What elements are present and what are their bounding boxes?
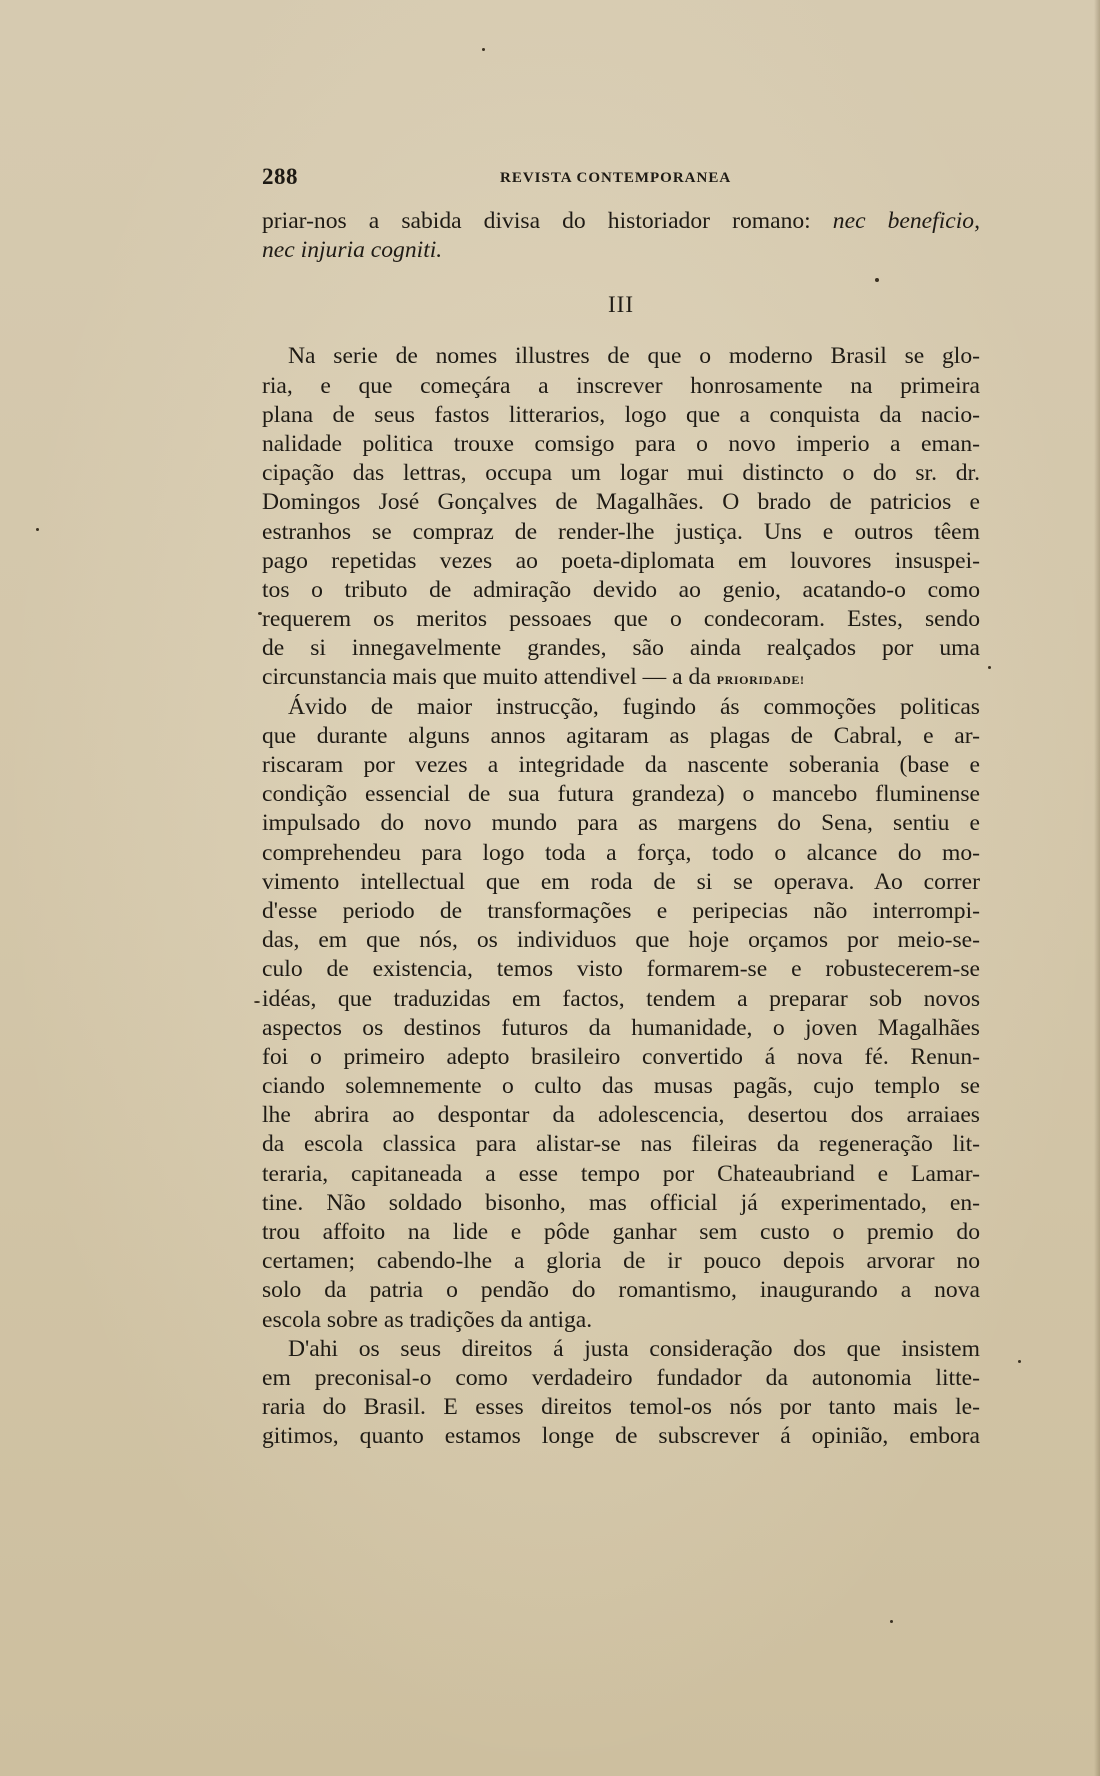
text-line: comprehendeu para logo toda a força, todo o alcance do mo-	[262, 839, 980, 866]
paper-speck	[482, 48, 485, 51]
page-edge-shadow	[1094, 0, 1100, 1776]
text-line: gitimos, quanto estamos longe de subscrever á opinião, embora	[262, 1423, 980, 1450]
paper-speck	[36, 528, 39, 531]
latin-quote: nec beneficio,	[832, 208, 980, 234]
paragraph-2	[262, 693, 980, 1335]
text-line	[262, 207, 980, 236]
text-line: em preconisal-o como verdadeiro fundador da autonomia litte-	[262, 1364, 980, 1391]
text-line: nalidade politica trouxe comsigo para o novo imperio a eman-	[262, 430, 980, 457]
paper-speck	[254, 1001, 260, 1003]
text-line: teraria, capitaneada a esse tempo por Chateaubriand e Lamar-	[262, 1160, 980, 1187]
text-line: vimento intellectual que em roda de si se operava. Ao correr	[262, 868, 980, 895]
paper-speck	[1018, 1360, 1021, 1363]
text-line: Ávido de maior instrucção, fugindo ás commoções politicas	[288, 693, 980, 720]
page-number: 288	[262, 164, 298, 189]
text-line: raria do Brasil. E esses direitos temol-os nós por tanto mais le-	[262, 1394, 980, 1421]
paragraph-3	[262, 1335, 980, 1452]
paper-speck	[988, 666, 991, 669]
paper-speck	[875, 278, 879, 282]
body-text	[262, 207, 980, 1452]
smallcaps-emphasis: PRIORIDADE!	[716, 673, 805, 688]
running-head	[262, 164, 980, 194]
text-line: escola sobre as tradições da antiga.	[262, 1306, 593, 1333]
text-line: d'esse periodo de transformações e peripecias não interrompi-	[262, 897, 980, 924]
text-line: trou affoito na lide e pôde ganhar sem custo o premio do	[262, 1219, 980, 1245]
text-line	[262, 663, 980, 692]
text-line: riscaram por vezes a integridade da nascente soberania (base e	[262, 752, 980, 778]
text-line: tos o tributo de admiração devido ao genio, acatando-o como	[262, 576, 980, 603]
text-line: de si innegavelmente grandes, são ainda realçados por uma	[262, 635, 980, 662]
text-line: idéas, que traduzidas em factos, tendem a preparar sob novos	[262, 985, 980, 1012]
text-line-body: circunstancia mais que muito attendivel — a da	[262, 664, 717, 691]
text-line: requerem os meritos pessoaes que o condecoram. Estes, sendo	[262, 606, 980, 633]
text-line: cipação das lettras, occupa um logar mui distincto o do sr. dr.	[262, 460, 980, 487]
journal-title: REVISTA CONTEMPORANEA	[500, 170, 732, 186]
text-line: impulsado do novo mundo para as margens do Sena, sentiu e	[262, 810, 980, 837]
text-line: Domingos José Gonçalves de Magalhães. O brado de patricios e	[262, 489, 980, 516]
text-line: que durante alguns annos agitaram as plagas de Cabral, e ar-	[262, 722, 980, 749]
text-line: ria, e que começára a inscrever honrosamente na primeira	[262, 372, 980, 399]
latin-quote: nec injuria cogniti.	[262, 237, 443, 264]
section-heading: III	[608, 292, 634, 318]
paper-speck	[890, 1620, 893, 1623]
text-line: das, em que nós, os individuos que hoje orçamos por meio-se-	[262, 927, 980, 954]
text-line: da escola classica para alistar-se nas fileiras da regeneração lit-	[262, 1131, 980, 1158]
text-line: aspectos os destinos futuros da humanidade, o joven Magalhães	[262, 1014, 980, 1041]
text-line: pago repetidas vezes ao poeta-diplomata em louvores insuspei-	[262, 547, 980, 574]
text-line: condição essencial de sua futura grandeza) o mancebo fluminense	[262, 781, 980, 808]
text-line: lhe abrira ao despontar da adolescencia, desertou dos arraiaes	[262, 1102, 980, 1129]
opening-fragment	[262, 207, 980, 265]
text-line: plana de seus fastos litterarios, logo que a conquista da nacio-	[262, 401, 980, 428]
text-line	[262, 236, 980, 265]
text-line: estranhos se compraz de render-lhe justiça. Uns e outros têem	[262, 518, 980, 545]
opening-text: priar-nos a sabida divisa do historiador romano:	[262, 208, 833, 234]
paper-speck	[258, 612, 262, 615]
text-line: tine. Não soldado bisonho, mas official já experimentado, en-	[262, 1189, 980, 1216]
text-line: certamen; cabendo-lhe a gloria de ir pouco depois arvorar no	[262, 1248, 980, 1275]
text-line: foi o primeiro adepto brasileiro convertido á nova fé. Renun-	[262, 1043, 980, 1070]
paragraph-1	[262, 342, 980, 692]
text-line: Na serie de nomes illustres de que o moderno Brasil se glo-	[288, 343, 980, 370]
text-line: culo de existencia, temos visto formarem-se e robustecerem-se	[262, 956, 980, 983]
text-line: D'ahi os seus direitos á justa consideração dos que insistem	[288, 1335, 980, 1362]
text-line: solo da patria o pendão do romantismo, inaugurando a nova	[262, 1277, 980, 1304]
text-line: ciando solemnemente o culto das musas pagãs, cujo templo se	[262, 1073, 980, 1100]
